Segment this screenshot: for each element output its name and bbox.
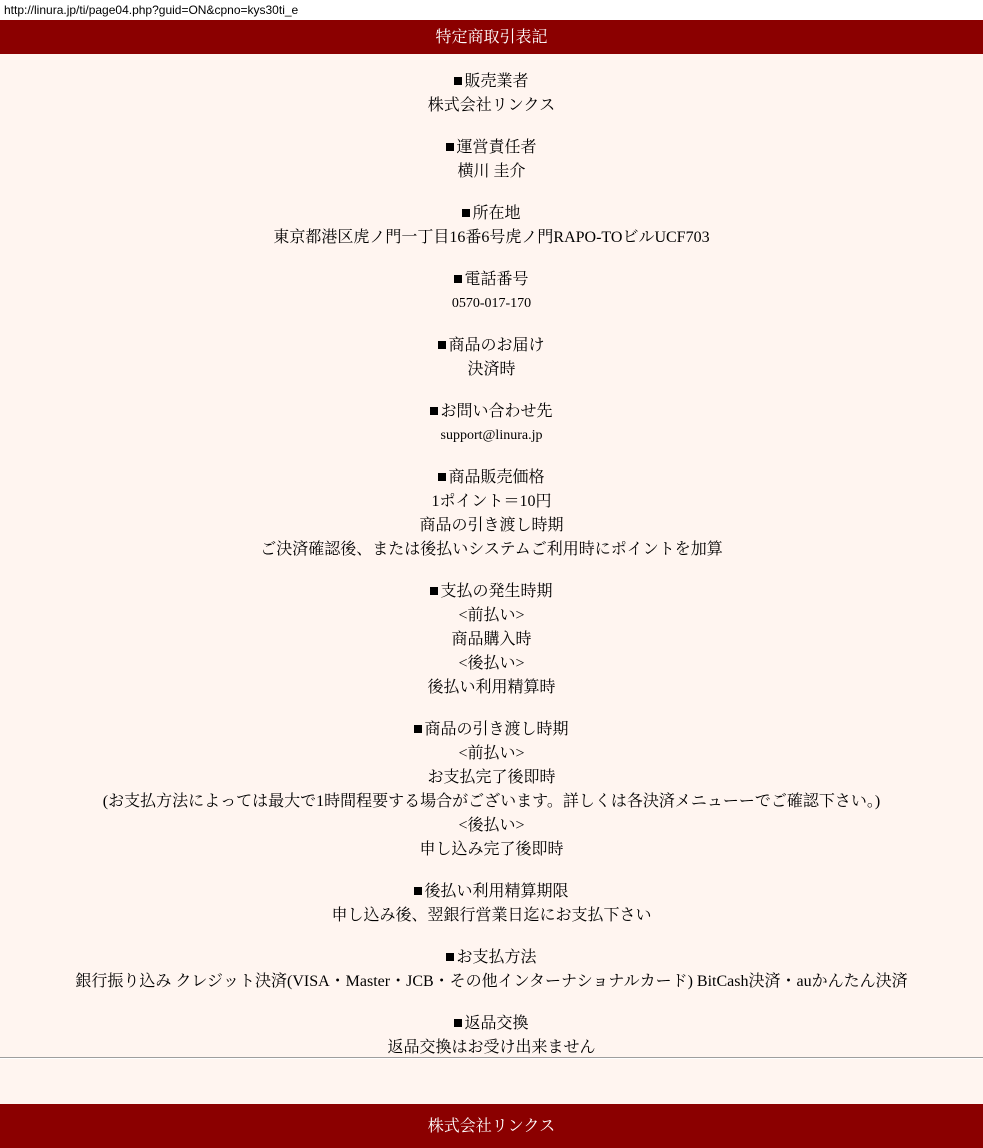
- section-heading: お問い合わせ先: [0, 400, 983, 424]
- section-value: 申し込み後、翌銀行営業日迄にお支払下さい: [331, 907, 652, 924]
- section-delivery: [0, 334, 983, 382]
- divider: [0, 1057, 983, 1059]
- section-value: <前払い>: [458, 745, 525, 762]
- section-heading: 商品の引き渡し時期: [0, 718, 983, 742]
- contact-email[interactable]: support@linura.jp: [440, 428, 543, 443]
- section-value: 0570-017-170: [451, 296, 532, 311]
- section-seller: [0, 70, 983, 118]
- section-value: お支払完了後即時: [427, 769, 556, 786]
- section-returns: [0, 1012, 983, 1060]
- section-value: 横川 圭介: [457, 163, 526, 180]
- section-manager: [0, 136, 983, 184]
- section-heading: 支払の発生時期: [0, 580, 983, 604]
- section-phone: [0, 268, 983, 316]
- section-value: 返品交換はお受け出来ません: [387, 1039, 596, 1056]
- section-heading: 商品販売価格: [0, 466, 983, 490]
- section-value: 銀行振り込み クレジット決済(VISA・Master・JCB・その他インターナショナルカード) BitCash決済・auかんたん決済: [75, 973, 908, 990]
- section-value: <後払い>: [458, 817, 525, 834]
- footer-company: 株式会社リンクス: [0, 1104, 983, 1148]
- section-value: 商品の引き渡し時期: [419, 517, 564, 534]
- section-contact: [0, 400, 983, 448]
- section-heading: 電話番号: [0, 268, 983, 292]
- section-value: 後払い利用精算時: [427, 679, 556, 696]
- section-value: 決済時: [467, 361, 516, 378]
- section-value: <後払い>: [458, 655, 525, 672]
- section-address: [0, 202, 983, 250]
- section-value: (お支払方法によっては最大で1時間程要する場合がございます。詳しくは各決済メニューーでご確認下さい。): [102, 793, 881, 810]
- section-value: 商品購入時: [451, 631, 532, 648]
- main-content: [0, 70, 983, 1078]
- section-heading: お支払方法: [0, 946, 983, 970]
- section-handover: [0, 718, 983, 862]
- section-heading: 所在地: [0, 202, 983, 226]
- section-value: 申し込み完了後即時: [419, 841, 564, 858]
- section-heading: 商品のお届け: [0, 334, 983, 358]
- section-heading: 運営責任者: [0, 136, 983, 160]
- section-value: ご決済確認後、または後払いシステムご利用時にポイントを加算: [260, 541, 723, 558]
- section-deadline: [0, 880, 983, 928]
- url-bar: http://linura.jp/ti/page04.php?guid=ON&cpno=kys30ti_e: [0, 0, 983, 20]
- section-price: [0, 466, 983, 562]
- section-heading: 後払い利用精算期限: [0, 880, 983, 904]
- section-value: 株式会社リンクス: [427, 97, 556, 114]
- page-title: 特定商取引表記: [0, 20, 983, 54]
- section-heading: 販売業者: [0, 70, 983, 94]
- section-payment-timing: [0, 580, 983, 700]
- section-value: 東京都港区虎ノ門一丁目16番6号虎ノ門RAPO-TOビルUCF703: [273, 229, 710, 246]
- section-heading: 返品交換: [0, 1012, 983, 1036]
- section-payment-methods: [0, 946, 983, 994]
- section-value: 1ポイント＝10円: [431, 493, 552, 510]
- section-value: <前払い>: [458, 607, 525, 624]
